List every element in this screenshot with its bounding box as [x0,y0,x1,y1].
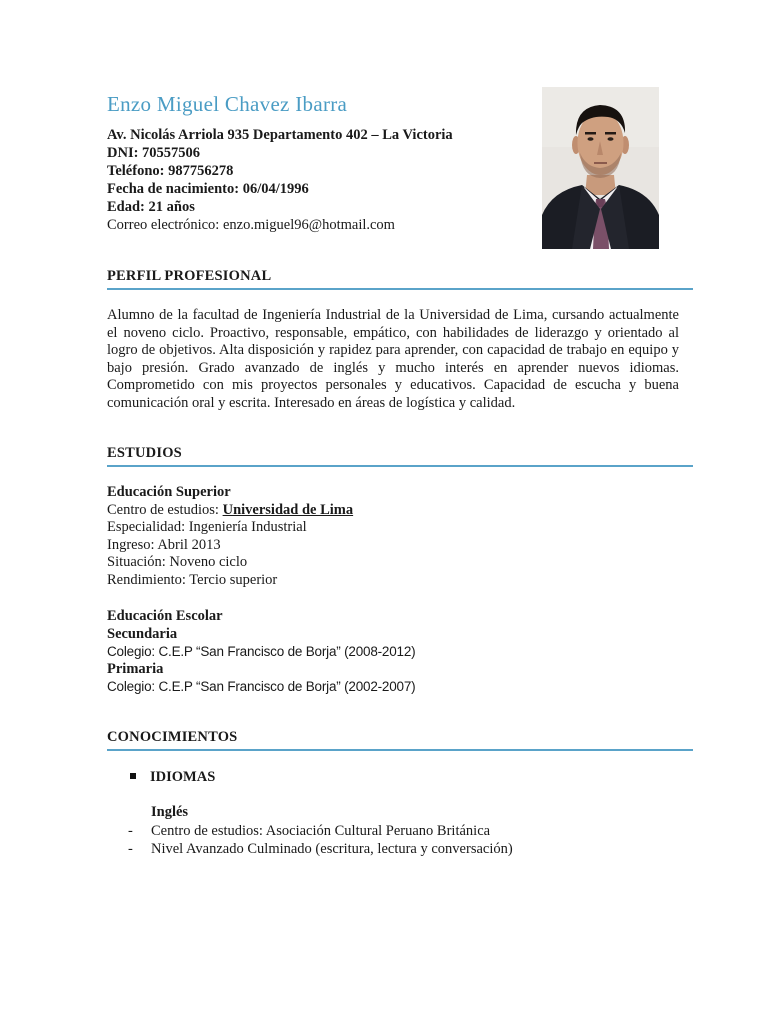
perfil-paragraph: Alumno de la facultad de Ingeniería Industrial de la Universidad de Lima, cursando actualmente el noveno ciclo. Proactivo, responsable, empático, con habilidades de liderazgo y orientado al logro de objetivos. Alta disposición y rapidez para aprender, con capacidad de trabajo en equipo y bajo presión. Grado avanzado de inglés y mucho interés en aprender nuevos idiomas. Comprometido con mis proyectos personales y educativos. Capacidad de escucha y buena comunicación oral y escrita. Interesado en áreas de logística y calidad. [107,307,679,411]
list-item [128,840,513,858]
dash-marker: - [128,841,133,857]
address-line: Av. Nicolás Arriola 935 Departamento 402 – La Victoria [107,127,453,143]
list-item-text: Centro de estudios: Asociación Cultural Peruano Británica [151,823,491,839]
idiomas-bullet-item [130,769,215,786]
secundaria-school-line: Colegio: C.E.P “San Francisco de Borja” (2008-2012) [107,644,416,660]
secundaria-label: Secundaria [107,625,178,642]
list-item [128,822,513,840]
section-divider-conocimientos [107,749,693,751]
section-divider-estudios [107,465,693,467]
candidate-name: Enzo Miguel Chavez Ibarra [107,92,348,116]
square-bullet-icon [130,773,136,779]
email-line: Correo electrónico: enzo.miguel96@hotmail.com [107,217,395,233]
primaria-label: Primaria [107,660,164,677]
list-item-text: Nivel Avanzado Culminado (escritura, lectura y conversación) [151,841,513,857]
centro-estudios-value: Universidad de Lima [222,501,354,518]
contact-block [107,126,453,234]
portrait-image [542,87,659,249]
educacion-escolar-heading: Educación Escolar [107,608,223,624]
dni-line: DNI: 70557506 [107,145,201,161]
section-title-conocimientos: CONOCIMIENTOS [107,729,238,745]
age-line: Edad: 21 años [107,199,195,215]
centro-estudios-line [107,502,353,520]
language-heading: Inglés [151,804,189,820]
ingreso-line: Ingreso: Abril 2013 [107,536,221,553]
primaria-school-line: Colegio: C.E.P “San Francisco de Borja” (2002-2007) [107,679,416,695]
phone-line: Teléfono: 987756278 [107,163,234,179]
situacion-line: Situación: Noveno ciclo [107,554,248,571]
educacion-superior-block [107,484,353,590]
rendimiento-line: Rendimiento: Tercio superior [107,571,278,588]
educacion-escolar-block [107,608,415,696]
dash-marker: - [128,823,133,839]
birthdate-line: Fecha de nacimiento: 06/04/1996 [107,181,309,197]
section-divider-perfil [107,288,693,290]
section-title-perfil: PERFIL PROFESIONAL [107,268,272,284]
section-title-estudios: ESTUDIOS [107,445,182,461]
language-details-list [128,822,513,858]
especialidad-line: Especialidad: Ingeniería Industrial [107,519,307,536]
profile-photo [542,87,659,249]
educacion-superior-heading: Educación Superior [107,484,231,500]
idiomas-label: IDIOMAS [150,769,216,785]
centro-estudios-label: Centro de estudios: [107,501,223,518]
